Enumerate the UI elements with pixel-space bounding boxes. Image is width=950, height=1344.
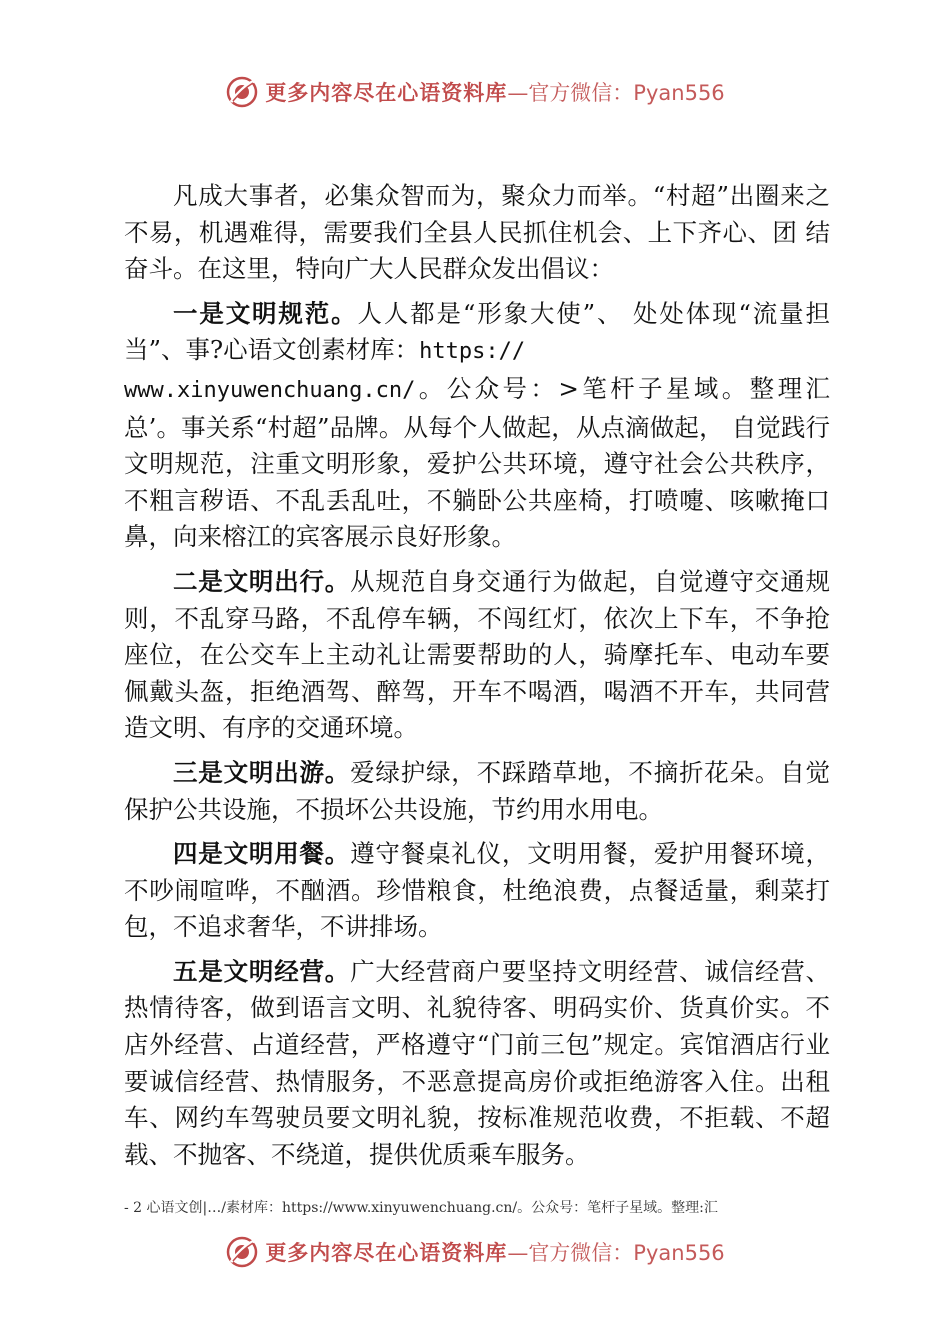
document-body <box>124 178 830 1181</box>
paragraph-text: 爱绿护绿，不踩踏草地，不摘折花朵。自觉保护公共设施，不损坏公共设施，节约用水用电。 <box>124 757 831 824</box>
flower-seal-logo-icon <box>225 75 259 109</box>
paragraph-heading: 一是文明规范。 <box>173 298 358 328</box>
banner-sub-text: —官方微信：Pyan556 <box>507 81 725 105</box>
proposal-paragraph-3 <box>124 755 830 828</box>
paragraph-heading: 二是文明出行。 <box>173 566 351 596</box>
paragraph-text: 广大经营商户要坚持文明经营、诚信经营、热情待客，做到语言文明、礼貌待客、明码实价、货真价实。不店外经营、占道经营，严格遵守“门前三包”规定。宾馆酒店行业要诚信经营、热情服务，不恶意提高房价或拒绝游客入住。出租车、网约车驾驶员要文明礼貌，按标准规范收费，不拒载、不超载、不抛客、不绕道，提供优质乘车服务。 <box>124 956 831 1169</box>
paragraph-text: 遵守餐桌礼仪，文明用餐，爱护用餐环境，不吵闹喧哗，不酗酒。珍惜粮食，杜绝浪费，点餐适量，剩菜打包，不追求奢华，不讲排场。 <box>124 839 831 942</box>
proposal-paragraph-4 <box>124 836 830 946</box>
proposal-paragraph-1 <box>124 296 830 556</box>
paragraph-text: 。公众号：>笔杆子星域。整理汇总’。事关系“村超”品牌。从每个人做起，从点滴做起， 自觉践行文明规范，注重文明形象，爱护公共环境，遵守社会公共秩序，不粗言秽语、不乱丢乱吐，不躺卧公共座椅，打喷嚏、咳嗽掩口鼻，向来榕江的宾客展示良好形象。 <box>124 373 830 552</box>
page-footer-note: - 2 心语文创|…/素材库：https://www.xinyuwenchuang.cn/。公众号：笔杆子星域。整理:汇 <box>124 1200 718 1216</box>
paragraph-text: 凡成大事者，必集众智而为，聚众力而举。“村超”出圈来之不易，机遇难得，需要我们全县人民抓住机会、上下齐心、团 结奋斗。在这里，特向广大人民群众发出倡议： <box>124 181 830 284</box>
intro-paragraph <box>124 178 830 288</box>
footer-banner <box>0 1232 950 1272</box>
proposal-paragraph-2 <box>124 564 830 747</box>
paragraph-heading: 五是文明经营。 <box>173 956 351 986</box>
flower-seal-logo-icon <box>225 1235 259 1269</box>
banner-main-text: 更多内容尽在心语资料库 <box>265 80 508 105</box>
paragraph-heading: 四是文明用餐。 <box>173 839 351 869</box>
header-banner <box>0 72 950 112</box>
paragraph-heading: 三是文明出游。 <box>173 757 351 787</box>
url-link[interactable]: www.xinyuwenchuang.cn/ <box>124 377 416 403</box>
paragraph-text: 人人都是“形象大使”、 处处体现“流量担当”、事?心语文创素材库： <box>124 298 830 365</box>
paragraph-text: 从规范自身交通行为做起，自觉遵守交通规则，不乱穿马路，不乱停车辆，不闯红灯，依次上下车，不争抢座位，在公交车上主动礼让需要帮助的人，骑摩托车、电动车要佩戴头盔，拒绝酒驾、醉驾，开车不喝酒，喝酒不开车，共同营造文明、有序的交通环境。 <box>124 566 831 743</box>
url-link[interactable]: https:// <box>419 339 526 365</box>
banner-main-text: 更多内容尽在心语资料库 <box>265 1240 508 1265</box>
proposal-paragraph-5 <box>124 954 830 1174</box>
banner-sub-text: —官方微信：Pyan556 <box>507 1241 725 1265</box>
